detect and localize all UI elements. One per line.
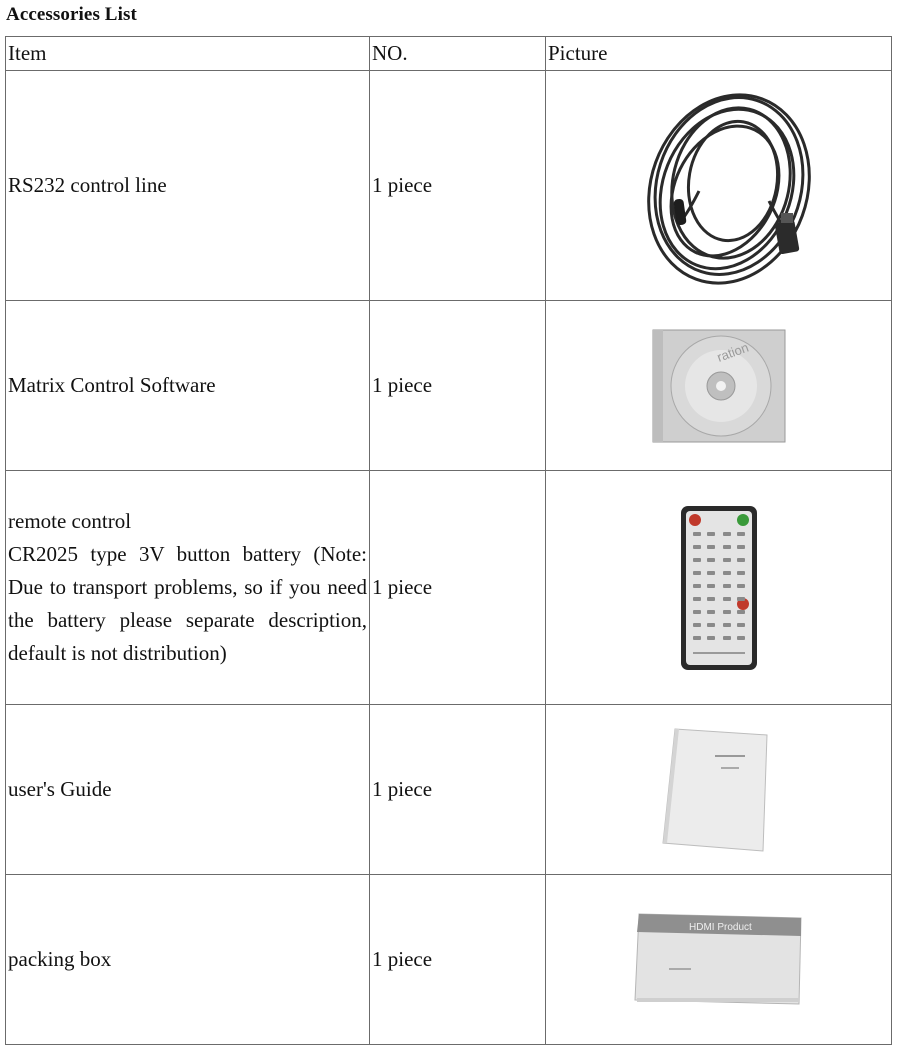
table-row bbox=[6, 471, 892, 705]
remote-button-icon bbox=[707, 558, 715, 562]
picture-cell bbox=[546, 875, 892, 1045]
remote-button-icon bbox=[737, 571, 745, 575]
remote-button-icon bbox=[693, 571, 701, 575]
table-row bbox=[6, 875, 892, 1045]
remote-button-icon bbox=[723, 597, 731, 601]
remote-button-icon bbox=[723, 545, 731, 549]
qty-cell: 1 piece bbox=[370, 471, 546, 705]
remote-button-icon bbox=[693, 558, 701, 562]
qty-cell: 1 piece bbox=[370, 875, 546, 1045]
remote-button-icon bbox=[693, 584, 701, 588]
accessories-table bbox=[5, 36, 892, 1045]
remote-button-icon bbox=[737, 584, 745, 588]
header-item: Item bbox=[6, 37, 370, 71]
item-line: CR2025 type 3V button battery (Note: Due to transport problems, so if you need the battery please separate description, default is not distribution) bbox=[8, 542, 367, 665]
remote-button-icon bbox=[707, 545, 715, 549]
qty-cell: 1 piece bbox=[370, 705, 546, 875]
table-row bbox=[6, 301, 892, 471]
item-cell: packing box bbox=[6, 875, 370, 1045]
remote-button-icon bbox=[737, 636, 745, 640]
remote-button-icon bbox=[693, 597, 701, 601]
item-cell: Matrix Control Software bbox=[6, 301, 370, 471]
remote-button-icon bbox=[707, 571, 715, 575]
remote-button-icon bbox=[737, 532, 745, 536]
packing-box-icon bbox=[629, 910, 809, 1010]
remote-button-icon bbox=[707, 610, 715, 614]
remote-button-icon bbox=[693, 623, 701, 627]
remote-button-icon bbox=[723, 623, 731, 627]
remote-button-icon bbox=[707, 623, 715, 627]
remote-button-icon bbox=[737, 558, 745, 562]
remote-button-icon bbox=[723, 532, 731, 536]
picture-cell bbox=[546, 71, 892, 301]
remote-button-icon bbox=[723, 571, 731, 575]
remote-button-icon bbox=[723, 558, 731, 562]
serial-cable-icon bbox=[619, 81, 819, 291]
picture-cell bbox=[546, 471, 892, 705]
header-no: NO. bbox=[370, 37, 546, 71]
remote-button-icon bbox=[693, 636, 701, 640]
remote-button-icon bbox=[693, 545, 701, 549]
table-header-row bbox=[6, 37, 892, 71]
item-line: remote control bbox=[8, 509, 132, 533]
qty-cell: 1 piece bbox=[370, 71, 546, 301]
remote-control-icon bbox=[679, 504, 759, 672]
cd-label-text: ration bbox=[714, 339, 751, 365]
picture-cell bbox=[546, 301, 892, 471]
item-cell: RS232 control line bbox=[6, 71, 370, 301]
remote-button-icon bbox=[693, 532, 701, 536]
cd-disc-icon bbox=[649, 326, 789, 446]
picture-cell bbox=[546, 705, 892, 875]
remote-button-icon bbox=[693, 610, 701, 614]
item-cell: user's Guide bbox=[6, 705, 370, 875]
table-row bbox=[6, 705, 892, 875]
remote-button-icon bbox=[707, 597, 715, 601]
remote-button-icon bbox=[737, 597, 745, 601]
qty-cell: 1 piece bbox=[370, 301, 546, 471]
manual-booklet-icon bbox=[659, 725, 779, 855]
remote-button-icon bbox=[737, 545, 745, 549]
table-row bbox=[6, 71, 892, 301]
document-title: Accessories List bbox=[6, 4, 137, 25]
remote-button-icon bbox=[707, 636, 715, 640]
remote-button-icon bbox=[737, 623, 745, 627]
remote-button-icon bbox=[707, 532, 715, 536]
box-label-text: HDMI Product bbox=[688, 921, 752, 933]
remote-button-icon bbox=[723, 610, 731, 614]
remote-button-icon bbox=[723, 584, 731, 588]
remote-button-icon bbox=[737, 610, 745, 614]
remote-button-icon bbox=[707, 584, 715, 588]
item-cell bbox=[6, 471, 370, 705]
header-picture: Picture bbox=[546, 37, 892, 71]
remote-button-icon bbox=[723, 636, 731, 640]
